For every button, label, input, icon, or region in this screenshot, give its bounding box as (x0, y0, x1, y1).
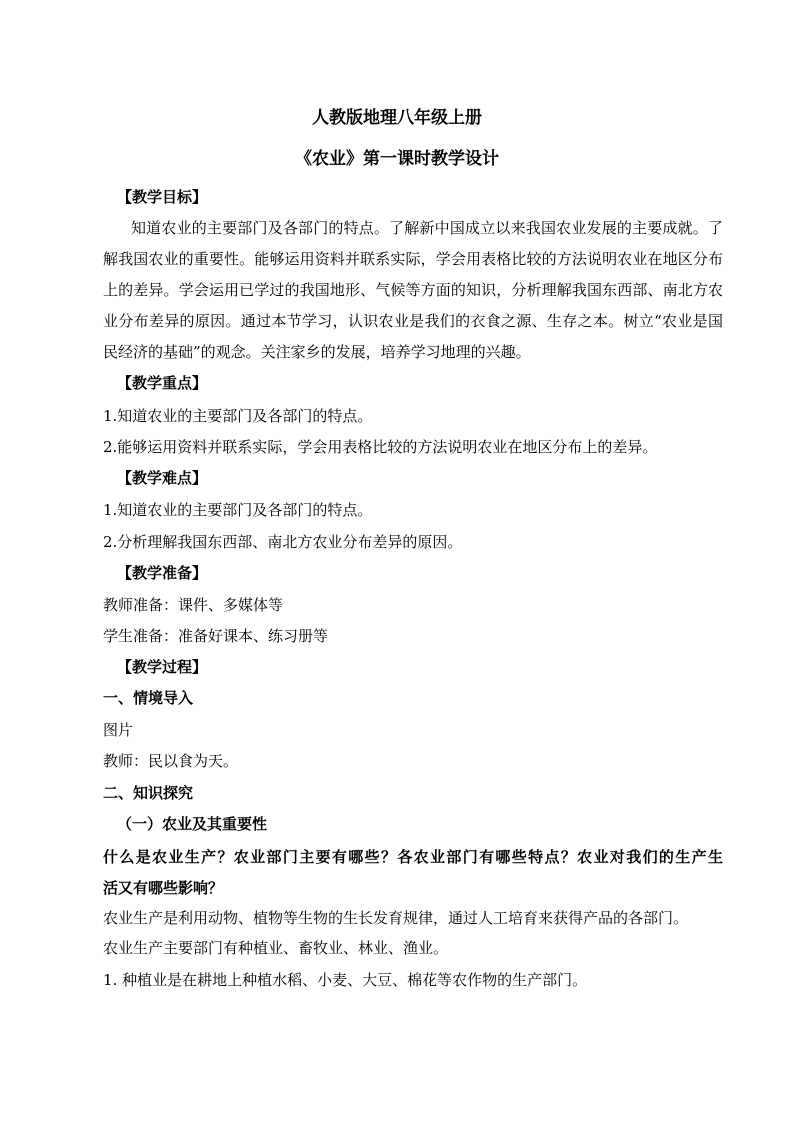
section-2-heading: 二、知识探究 (103, 784, 194, 802)
list-item-planting: 1. 种植业是在耕地上种植水稻、小麦、大豆、棉花等农作物的生产部门。 (103, 971, 588, 989)
difficulty-item-1: 1.知道农业的主要部门及各部门的特点。 (103, 501, 373, 519)
goal-line-3: 上的差异。学会运用已学过的我国地形、气候等方面的知识，分析理解我国东西部、南北方农 (103, 281, 723, 299)
goal-line-1: 知道农业的主要部门及各部门的特点。了解新中国成立以来我国农业发展的主要成就。了 (131, 219, 723, 237)
question-line-2: 活又有哪些影响？ (103, 879, 224, 897)
goal-line-5: 民经济的基础”的观念。关注家乡的发展，培养学习地理的兴趣。 (103, 343, 531, 361)
doc-title-sub: 《农业》第一课时教学设计 (295, 149, 499, 169)
question-line-1: 什么是农业生产？农业部门主要有哪些？各农业部门有哪些特点？农业对我们的生产生 (103, 848, 723, 866)
prep-heading: 【教学准备】 (117, 564, 208, 582)
goal-line-2: 解我国农业的重要性。能够运用资料并联系实际，学会用表格比较的方法说明农业在地区分布 (103, 250, 723, 268)
prep-teacher: 教师准备：课件、多媒体等 (103, 596, 284, 614)
prep-student: 学生准备：准备好课本、练习册等 (103, 627, 329, 645)
subsection-1-heading: （一）农业及其重要性 (117, 815, 268, 833)
key-item-1: 1.知道农业的主要部门及各部门的特点。 (103, 407, 373, 425)
key-item-2: 2.能够运用资料并联系实际，学会用表格比较的方法说明农业在地区分布上的差异。 (103, 438, 658, 456)
process-heading: 【教学过程】 (117, 658, 208, 676)
paragraph-sectors: 农业生产主要部门有种植业、畜牧业、林业、渔业。 (103, 939, 449, 957)
difficulty-heading: 【教学难点】 (117, 469, 208, 487)
doc-title-main: 人教版地理八年级上册 (312, 108, 482, 128)
difficulty-item-2: 2.分析理解我国东西部、南北方农业分布差异的原因。 (103, 533, 463, 551)
picture-label: 图片 (103, 721, 134, 739)
goal-line-4: 业分布差异的原因。通过本节学习，认识农业是我们的衣食之源、生存之本。树立“农业是国 (103, 312, 723, 330)
paragraph-definition: 农业生产是利用动物、植物等生物的生长发育规律，通过人工培育来获得产品的各部门。 (103, 909, 689, 927)
section-1-heading: 一、情境导入 (103, 689, 194, 707)
goal-heading: 【教学目标】 (117, 188, 208, 206)
key-heading: 【教学重点】 (117, 374, 208, 392)
teacher-quote: 教师：民以食为天。 (103, 752, 239, 770)
